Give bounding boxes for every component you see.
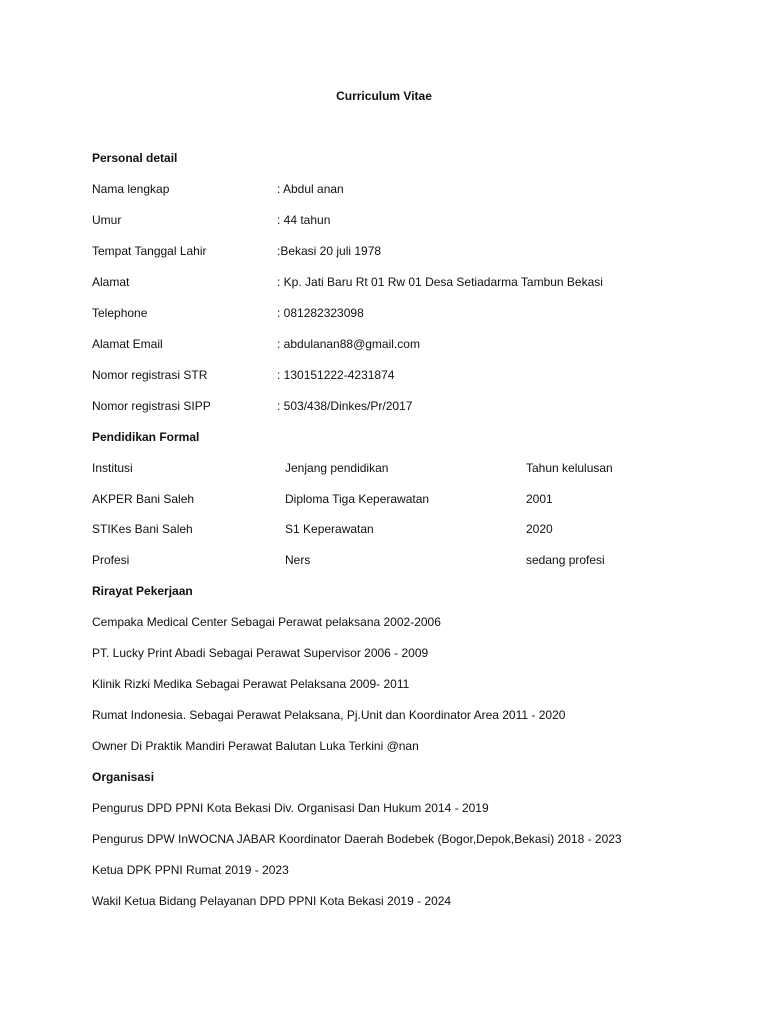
organization-item: Ketua DPK PPNI Rumat 2019 - 2023	[92, 863, 289, 877]
personal-heading: Personal detail	[92, 151, 178, 165]
organization-item: Wakil Ketua Bidang Pelayanan DPD PPNI Kota Bekasi 2019 - 2024	[92, 894, 452, 908]
personal-value: : Kp. Jati Baru Rt 01 Rw 01 Desa Setiadarma Tambun Bekasi	[277, 275, 603, 289]
work-item: Owner Di Praktik Mandiri Perawat Balutan Luka Terkini @nan	[92, 739, 419, 753]
work-item: Rumat Indonesia. Sebagai Perawat Pelaksana, Pj.Unit dan Koordinator Area 2011 - 2020	[92, 708, 566, 722]
education-cell: Diploma Tiga Keperawatan	[285, 492, 430, 506]
organization-heading: Organisasi	[92, 770, 155, 784]
personal-value: : 503/438/Dinkes/Pr/2017	[277, 399, 413, 413]
personal-label: Telephone	[92, 306, 148, 320]
personal-label: Umur	[92, 213, 122, 227]
personal-label: Nama lengkap	[92, 182, 170, 196]
personal-value: : 44 tahun	[277, 213, 331, 227]
personal-label: Alamat Email	[92, 337, 163, 351]
education-cell: 2001	[526, 492, 553, 506]
organization-item: Pengurus DPW InWOCNA JABAR Koordinator Daerah Bodebek (Bogor,Depok,Bekasi) 2018 - 2023	[92, 832, 622, 846]
work-item: PT. Lucky Print Abadi Sebagai Perawat Supervisor 2006 - 2009	[92, 646, 429, 660]
education-cell: S1 Keperawatan	[285, 522, 374, 536]
education-cell: sedang profesi	[526, 553, 605, 567]
education-cell: Ners	[285, 553, 311, 567]
work-item: Klinik Rizki Medika Sebagai Perawat Pelaksana 2009- 2011	[92, 677, 410, 691]
work-heading: Rirayat Pekerjaan	[92, 584, 193, 598]
personal-label: Nomor registrasi STR	[92, 368, 208, 382]
personal-value: : 081282323098	[277, 306, 364, 320]
personal-value: : abdulanan88@gmail.com	[277, 337, 420, 351]
education-cell: Profesi	[92, 553, 130, 567]
personal-label: Nomor registrasi SIPP	[92, 399, 211, 413]
personal-value: : Abdul anan	[277, 182, 344, 196]
organization-item: Pengurus DPD PPNI Kota Bekasi Div. Organisasi Dan Hukum 2014 - 2019	[92, 801, 489, 815]
education-cell: AKPER Bani Saleh	[92, 492, 195, 506]
education-heading: Pendidikan Formal	[92, 430, 200, 444]
education-column-header: Jenjang pendidikan	[285, 461, 389, 475]
education-cell: 2020	[526, 522, 553, 536]
education-column-header: Institusi	[92, 461, 133, 475]
page-title: Curriculum Vitae	[336, 89, 432, 103]
personal-value: : 130151222-4231874	[277, 368, 395, 382]
work-item: Cempaka Medical Center Sebagai Perawat pelaksana 2002-2006	[92, 615, 441, 629]
education-column-header: Tahun kelulusan	[526, 461, 613, 475]
personal-value: :Bekasi 20 juli 1978	[277, 244, 382, 258]
education-cell: STIKes Bani Saleh	[92, 522, 193, 536]
personal-label: Alamat	[92, 275, 130, 289]
personal-label: Tempat Tanggal Lahir	[92, 244, 207, 258]
